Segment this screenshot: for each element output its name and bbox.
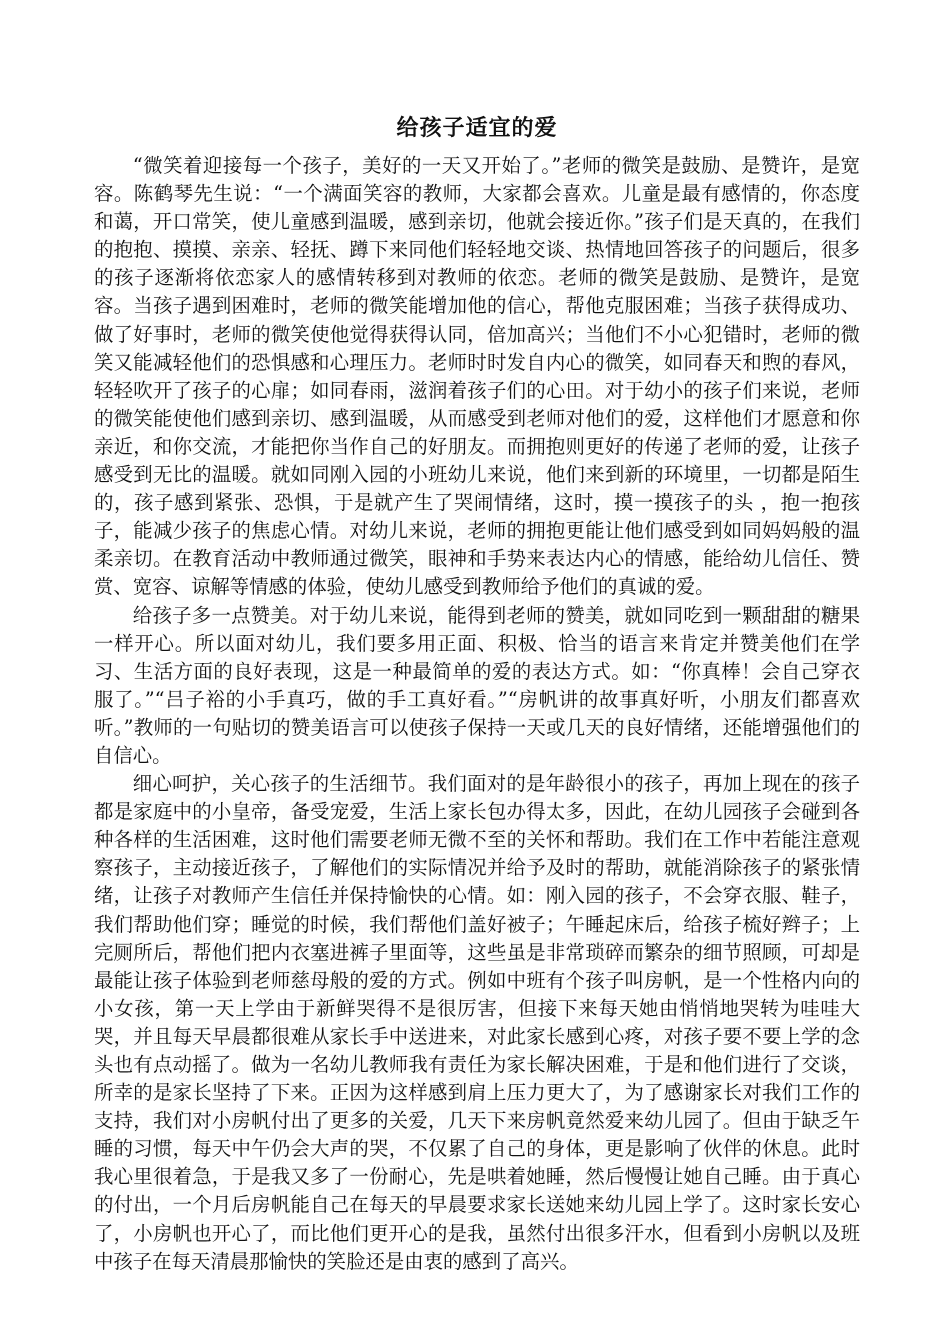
paragraph-smile: “微笑着迎接每一个孩子，美好的一天又开始了。”老师的微笑是鼓励、是赞许，是宽容。陈鹤琴先生说：“一个满面笑容的教师，大家都会喜欢。儿童是最有感情的，你态度和蔼，开口常笑，使儿童感到温暖，感到亲切，他就会接近你。”孩子们是天真的，在我们的抱抱、摸摸、亲亲、轻抚、蹲下来同他们轻轻地交谈、热情地回答孩子的问题后，很多的孩子逐渐将依恋家人的感情转移到对教师的依恋。老师的微笑是鼓励、是赞许，是宽容。当孩子遇到困难时，老师的微笑能增加他的信心，帮他克服困难；当孩子获得成功、做了好事时，老师的微笑使他觉得获得认同，倍加高兴；当他们不小心犯错时，老师的微笑又能减轻他们的恐惧感和心理压力。老师时时发自内心的微笑，如同春天和煦的春风，轻轻吹开了孩子的心扉；如同春雨，滋润着孩子们的心田。对于幼小的孩子们来说，老师的微笑能使他们感到亲切、感到温暖，从而感受到老师对他们的爱，这样他们才愿意和你亲近，和你交流，才能把你当作自己的好朋友。而拥抱则更好的传递了老师的爱，让孩子感受到无比的温暖。就如同刚入园的小班幼儿来说，他们来到新的环境里，一切都是陌生的，孩子感到紧张、恐惧，于是就产生了哭闹情绪，这时，摸一摸孩子的头 ，抱一抱孩子，能减少孩子的焦虑心情。对幼儿来说，老师的拥抱更能让他们感受到如同妈妈般的温柔亲切。在教育活动中教师通过微笑，眼神和手势来表达内心的情感，能给幼儿信任、赞赏、宽容、谅解等情感的体验，使幼儿感受到教师给予他们的真诚的爱。	[94, 154, 860, 599]
paragraph-praise: 给孩子多一点赞美。对于幼儿来说，能得到老师的赞美，就如同吃到一颗甜甜的糖果一样开心。所以面对幼儿，我们要多用正面、积极、恰当的语言来肯定并赞美他们在学习、生活方面的良好表现，这是一种最简单的爱的表达方式。如：“你真棒！会自己穿衣服了。”“吕子裕的小手真巧，做的手工真好看。”“房帆讲的故事真好听，小朋友们都喜欢听。”教师的一句贴切的赞美语言可以使孩子保持一天或几天的良好情绪，还能增强他们的自信心。	[94, 603, 860, 767]
document-page	[94, 108, 860, 1276]
paragraph-care: 细心呵护，关心孩子的生活细节。我们面对的是年龄很小的孩子，再加上现在的孩子都是家庭中的小皇帝，备受宠爱，生活上家长包办得太多，因此，在幼儿园孩子会碰到各种各样的生活困难，这时他们需要老师无微不至的关怀和帮助。我们在工作中若能注意观察孩子，主动接近孩子，了解他们的实际情况并给予及时的帮助，就能消除孩子的紧张情绪，让孩子对教师产生信任并保持愉快的心情。如：刚入园的孩子，不会穿衣服、鞋子，我们帮助他们穿；睡觉的时候，我们帮他们盖好被子；午睡起床后，给孩子梳好辫子；上完厕所后，帮他们把内衣塞进裤子里面等，这些虽是非常琐碎而繁杂的细节照顾，可却是最能让孩子体验到老师慈母般的爱的方式。例如中班有个孩子叫房帆，是一个性格内向的小女孩，第一天上学由于新鲜哭得不是很厉害，但接下来每天她由悄悄地哭转为哇哇大哭，并且每天早晨都很难从家长手中送进来，对此家长感到心疼，对孩子要不要上学的念头也有点动摇了。做为一名幼儿教师我有责任为家长解决困难，于是和他们进行了交谈，所幸的是家长坚持了下来。正因为这样感到肩上压力更大了，为了感谢家长对我们工作的支持，我们对小房帆付出了更多的关爱，几天下来房帆竟然爱来幼儿园了。但由于缺乏午睡的习惯，每天中午仍会大声的哭，不仅累了自己的身体，更是影响了伙伴的休息。此时我心里很着急，于是我又多了一份耐心，先是哄着她睡，然后慢慢让她自己睡。由于真心的付出，一个月后房帆能自己在每天的早晨要求家长送她来幼儿园上学了。这时家长安心了，小房帆也开心了，而比他们更开心的是我，虽然付出很多汗水，但看到小房帆以及班中孩子在每天清晨那愉快的笑脸还是由衷的感到了高兴。	[94, 772, 860, 1273]
document-title: 给孩子适宜的爱	[396, 115, 558, 141]
